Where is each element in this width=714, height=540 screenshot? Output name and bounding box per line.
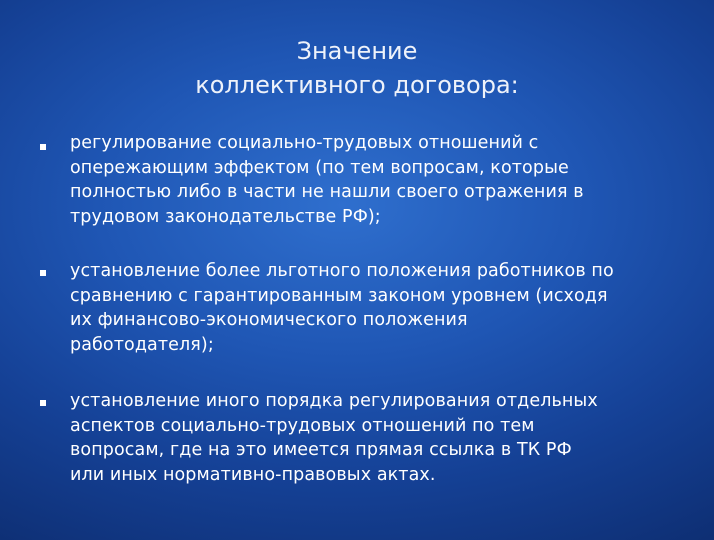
slide-title-line: коллективного договора: [195, 71, 519, 99]
bullet-line: опережающим эффектом (по тем вопросам, которые [70, 157, 569, 178]
slide-title-line: Значение [296, 37, 418, 65]
bullet-line: аспектов социально-трудовых отношений по тем [70, 415, 535, 436]
bullet-line: полностью либо в части не нашли своего отражения в [70, 182, 584, 202]
square-bullet-icon [40, 400, 46, 406]
bullet-line: или иных нормативно-правовых актах. [70, 464, 436, 485]
bullet-line: сравнению с гарантированным законом уровнем (исходя [70, 285, 608, 306]
bullet-line: установление более льготного положения работников по [70, 261, 614, 281]
bullet-line: регулирование социально-трудовых отношений с [70, 133, 539, 153]
square-bullet-icon [40, 270, 46, 276]
bullet-text [70, 389, 680, 487]
slide-title [0, 34, 714, 102]
bullet-text [70, 259, 680, 357]
bullet-line: трудовом законодательстве РФ); [70, 206, 381, 227]
square-bullet-icon [40, 144, 46, 150]
bullet-text [70, 131, 680, 229]
bullet-line: установление иного порядка регулирования отдельных [70, 391, 598, 411]
bullet-line: работодателя); [70, 334, 214, 355]
bullet-line: вопросам, где на это имеется прямая ссылка в ТК РФ [70, 440, 572, 460]
bullet-line: их финансово-экономического положения [70, 310, 468, 330]
